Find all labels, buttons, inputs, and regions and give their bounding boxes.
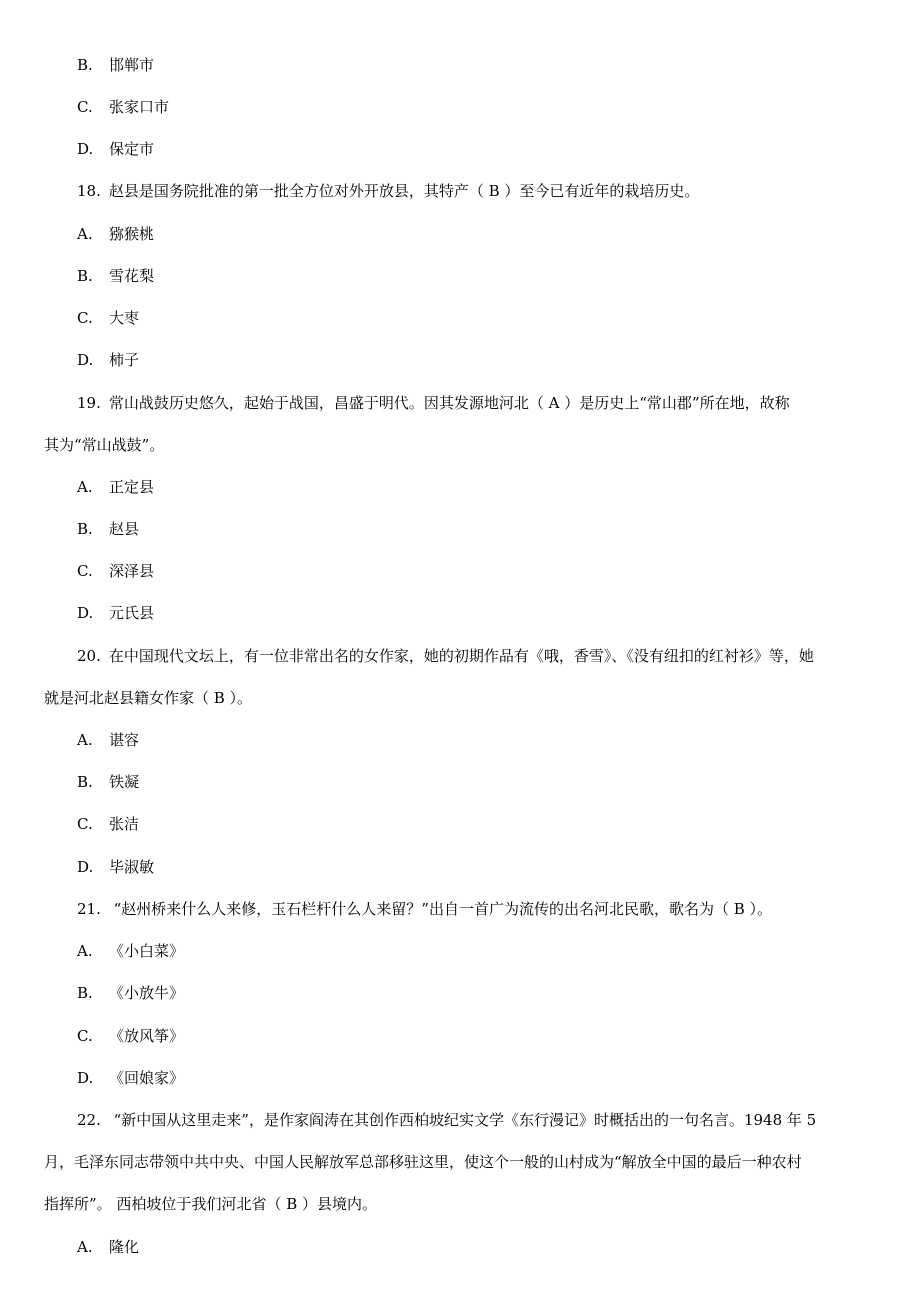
option-line xyxy=(77,1068,184,1088)
option-text: 深泽县 xyxy=(109,562,155,580)
option-text: 《小放牛》 xyxy=(109,984,185,1002)
option-letter: B. xyxy=(77,56,93,74)
option-letter: D. xyxy=(77,351,94,369)
question-number: 20. xyxy=(77,647,101,665)
option-text: 《回娘家》 xyxy=(109,1069,185,1087)
question-number: 18. xyxy=(77,182,101,200)
option-text: 《放风筝》 xyxy=(109,1027,185,1045)
question-line xyxy=(77,646,814,666)
question-line xyxy=(77,393,790,413)
option-line xyxy=(77,1026,184,1046)
option-text: 张家口市 xyxy=(109,98,170,116)
option-text: 猕猴桃 xyxy=(109,225,155,243)
option-line xyxy=(77,266,154,286)
option-text: 赵县 xyxy=(109,520,140,538)
question-number: 19. xyxy=(77,394,101,412)
option-text: 元氏县 xyxy=(109,604,155,622)
question-number: 22. xyxy=(77,1111,101,1129)
option-letter: C. xyxy=(77,309,93,327)
question-text: 常山战鼓历史悠久，起始于战国，昌盛于明代。因其发源地河北（ A ）是历史上“常山郡”所在地，故称 xyxy=(108,394,790,412)
option-letter: A. xyxy=(77,942,93,960)
option-letter: C. xyxy=(77,98,93,116)
option-text: 邯郸市 xyxy=(109,56,155,74)
option-text: 铁凝 xyxy=(109,773,140,791)
option-line xyxy=(77,139,154,159)
option-line xyxy=(77,941,184,961)
question-text: “赵州桥来什么人来修，玉石栏杆什么人来留？”出自一首广为流传的出名河北民歌，歌名为（ B ）。 xyxy=(108,900,773,918)
option-line xyxy=(77,350,139,370)
option-line xyxy=(77,55,154,75)
option-text: 保定市 xyxy=(109,140,155,158)
option-letter: A. xyxy=(77,478,93,496)
option-letter: B. xyxy=(77,267,93,285)
question-continuation: 其为“常山战鼓”。 xyxy=(44,436,165,454)
option-letter: C. xyxy=(77,562,93,580)
option-letter: D. xyxy=(77,604,94,622)
option-line xyxy=(77,730,139,750)
question-continuation: 月，毛泽东同志带领中共中央、中国人民解放军总部移驻这里，使这个一般的山村成为“解放全中国的最后一种农村 xyxy=(44,1153,802,1171)
option-text: 谌容 xyxy=(109,731,140,749)
question-line xyxy=(77,181,699,201)
question-continuation: 指挥所”。 西柏坡位于我们河北省（ B ）县境内。 xyxy=(44,1195,377,1213)
option-line xyxy=(77,772,139,792)
option-text: 隆化 xyxy=(109,1238,140,1256)
question-continuation: 就是河北赵县籍女作家（ B ）。 xyxy=(44,689,253,707)
question-text: 在中国现代文坛上，有一位非常出名的女作家，她的初期作品有《哦，香雪》、《没有纽扣的红衬衫》等，她 xyxy=(108,647,814,665)
option-text: 张洁 xyxy=(109,815,140,833)
option-line xyxy=(77,814,139,834)
option-letter: A. xyxy=(77,1238,93,1256)
option-text: 《小白菜》 xyxy=(109,942,185,960)
option-line xyxy=(77,983,184,1003)
question-line xyxy=(77,899,772,919)
question-text: 赵县是国务院批准的第一批全方位对外开放县，其特产（ B ）至今已有近年的栽培历史。 xyxy=(108,182,700,200)
option-text: 正定县 xyxy=(109,478,155,496)
option-letter: A. xyxy=(77,225,93,243)
option-text: 大枣 xyxy=(109,309,140,327)
option-line xyxy=(77,561,154,581)
option-letter: B. xyxy=(77,984,93,1002)
option-text: 毕淑敏 xyxy=(109,858,155,876)
option-line xyxy=(77,97,169,117)
option-line xyxy=(77,603,154,623)
question-number: 21. xyxy=(77,900,101,918)
option-line xyxy=(77,857,154,877)
option-text: 柿子 xyxy=(109,351,140,369)
option-letter: B. xyxy=(77,520,93,538)
option-letter: C. xyxy=(77,1027,93,1045)
option-letter: D. xyxy=(77,1069,94,1087)
option-text: 雪花梨 xyxy=(109,267,155,285)
option-letter: D. xyxy=(77,858,94,876)
option-line xyxy=(77,308,139,328)
option-line xyxy=(77,519,139,539)
option-letter: D. xyxy=(77,140,94,158)
option-line xyxy=(77,1237,139,1257)
option-line xyxy=(77,224,154,244)
option-letter: B. xyxy=(77,773,93,791)
option-letter: A. xyxy=(77,731,93,749)
option-letter: C. xyxy=(77,815,93,833)
option-line xyxy=(77,477,154,497)
question-line xyxy=(77,1110,816,1130)
question-text: “新中国从这里走来”，是作家阎涛在其创作西柏坡纪实文学《东行漫记》时概括出的一句名言。1948 年 5 xyxy=(108,1111,817,1129)
